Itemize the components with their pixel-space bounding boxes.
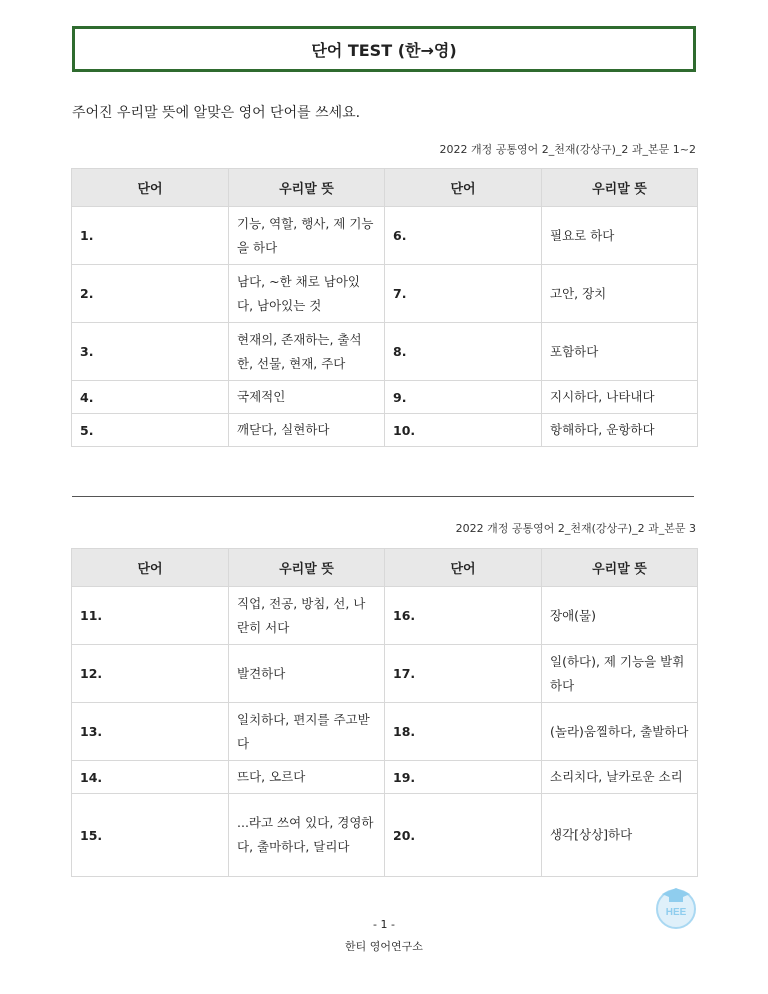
table-header-row	[72, 169, 698, 207]
table-header-row	[72, 549, 698, 587]
meaning-cell: 장애(물)	[542, 587, 698, 645]
meaning-cell: 뜨다, 오르다	[229, 761, 385, 794]
vocab-table-2	[71, 548, 698, 877]
meaning-cell: 항해하다, 운항하다	[542, 414, 698, 447]
meaning-cell: 국제적인	[229, 381, 385, 414]
meaning-cell: 소리치다, 날카로운 소리	[542, 761, 698, 794]
word-answer-cell[interactable]: 18.	[385, 703, 542, 761]
meaning-cell: 일치하다, 편지를 주고받다	[229, 703, 385, 761]
table-row	[72, 587, 698, 645]
table-row	[72, 381, 698, 414]
section2-source: 2022 개정 공통영어 2_천재(강상구)_2 과_본문 3	[455, 522, 696, 535]
word-answer-cell[interactable]: 14.	[72, 761, 229, 794]
meaning-cell: 깨닫다, 실현하다	[229, 414, 385, 447]
word-answer-cell[interactable]: 9.	[385, 381, 542, 414]
table-row	[72, 703, 698, 761]
word-answer-cell[interactable]: 2.	[72, 265, 229, 323]
header-word: 단어	[385, 169, 542, 207]
header-meaning: 우리말 뜻	[542, 549, 698, 587]
word-answer-cell[interactable]: 4.	[72, 381, 229, 414]
table-row	[72, 794, 698, 877]
meaning-cell: 남다, ~한 채로 남아있다, 남아있는 것	[229, 265, 385, 323]
word-answer-cell[interactable]: 3.	[72, 323, 229, 381]
table-row	[72, 265, 698, 323]
meaning-cell: 일(하다), 제 기능을 발휘하다	[542, 645, 698, 703]
meaning-cell: 기능, 역할, 행사, 제 기능을 하다	[229, 207, 385, 265]
word-answer-cell[interactable]: 1.	[72, 207, 229, 265]
section1-source: 2022 개정 공통영어 2_천재(강상구)_2 과_본문 1~2	[439, 143, 696, 156]
word-answer-cell[interactable]: 10.	[385, 414, 542, 447]
word-answer-cell[interactable]: 13.	[72, 703, 229, 761]
table-row	[72, 645, 698, 703]
meaning-cell: 필요로 하다	[542, 207, 698, 265]
word-answer-cell[interactable]: 12.	[72, 645, 229, 703]
table-row	[72, 323, 698, 381]
page-title	[72, 26, 696, 72]
page-number: - 1 -	[373, 918, 395, 931]
meaning-cell: ...라고 쓰여 있다, 경영하다, 출마하다, 달리다	[229, 794, 385, 877]
table-row	[72, 414, 698, 447]
instruction-text: 주어진 우리말 뜻에 알맞은 영어 단어를 쓰세요.	[72, 105, 361, 121]
word-answer-cell[interactable]: 16.	[385, 587, 542, 645]
header-meaning: 우리말 뜻	[542, 169, 698, 207]
header-meaning: 우리말 뜻	[229, 169, 385, 207]
meaning-cell: 고안, 장치	[542, 265, 698, 323]
word-answer-cell[interactable]: 6.	[385, 207, 542, 265]
header-meaning: 우리말 뜻	[229, 549, 385, 587]
logo-text: HEE	[665, 907, 687, 918]
header-word: 단어	[385, 549, 542, 587]
meaning-cell: 발견하다	[229, 645, 385, 703]
word-answer-cell[interactable]: 17.	[385, 645, 542, 703]
table-row	[72, 207, 698, 265]
word-answer-cell[interactable]: 8.	[385, 323, 542, 381]
header-word: 단어	[72, 169, 229, 207]
word-answer-cell[interactable]: 11.	[72, 587, 229, 645]
word-answer-cell[interactable]: 5.	[72, 414, 229, 447]
meaning-cell: (놀라)움찔하다, 출발하다	[542, 703, 698, 761]
section-divider	[72, 496, 694, 497]
vocab-table-1	[71, 168, 698, 447]
meaning-cell: 지시하다, 나타내다	[542, 381, 698, 414]
meaning-cell: 포함하다	[542, 323, 698, 381]
title-text: 단어 TEST (한→영)	[311, 40, 457, 60]
word-answer-cell[interactable]: 19.	[385, 761, 542, 794]
word-answer-cell[interactable]: 20.	[385, 794, 542, 877]
meaning-cell: 직업, 전공, 방침, 선, 나란히 서다	[229, 587, 385, 645]
word-answer-cell[interactable]: 15.	[72, 794, 229, 877]
word-answer-cell[interactable]: 7.	[385, 265, 542, 323]
footer-text: 한티 영어연구소	[345, 940, 423, 953]
meaning-cell: 현재의, 존재하는, 출석한, 선물, 현재, 주다	[229, 323, 385, 381]
meaning-cell: 생각[상상]하다	[542, 794, 698, 877]
table-row	[72, 761, 698, 794]
header-word: 단어	[72, 549, 229, 587]
